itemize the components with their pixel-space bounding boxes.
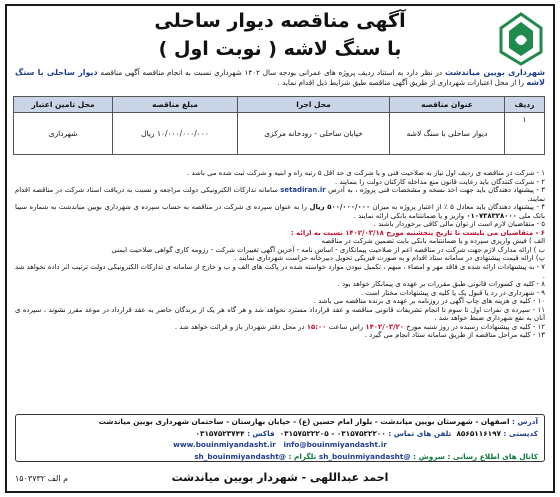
notice-header [7, 8, 553, 68]
opening-date: ۱۴۰۲/۰۳/۲۰ [365, 322, 405, 331]
col-row-number: ردیف [505, 97, 545, 113]
cell-amount: ۱۰/۰۰۰/۰۰۰/۰۰۰ ریال [113, 113, 238, 155]
intro-paragraph: شهرداری بویین میاندشت در نظر دارد به استناد ردیف پروژه های عمرانی بودجه سال ۱۴۰۲ شهرداری نسبت به انجام مناقصه آگهی مناقصه دیوار ساحلی با سنگ لاشه را از محل اعتبارات شهرداری از طریق آگهی مناقصه طبق شرایط ذیل اقدام نماید . [15, 68, 546, 87]
clause-6a: الف ) فیش واریزی سپرده و یا ضمانتنامه بانکی بابت تضمین شرکت در مناقصه [321, 237, 545, 246]
clause-1: ۱ - شرکت در مناقصه ی ردیف اول نیاز به صلاحیت فنی و یا شرکت ی حد اقل ۵ رتبه راه و ابنیه و شرکت ثبت شده می باشد . [187, 169, 545, 177]
address-line: آدرس : اصفهان - شهرستان بویین میاندشت - بلوار امام حسین (ع) - خیابان بهارستان - ساختمان شهرداری بویین میاندشت [98, 417, 538, 426]
telegram-link[interactable]: @sh_bouinmiyandasht [194, 451, 286, 461]
bank-account: ۰۱۰۷۳۸۳۲۸۰۰۰ [466, 211, 517, 220]
clause-8: ۸ - کلیه ی کسورات قانونی طبق مقررات بر عهده ی پیمانکار خواهد بود . [337, 280, 545, 289]
footer [15, 468, 545, 490]
notice-frame [5, 4, 555, 493]
col-location: محل اجرا [238, 97, 390, 113]
cell-funding-source: شهرداری [14, 113, 113, 155]
clause-5: ۵ - متقاضیان لازم است از توان مالی کافی برخوردار باشند . [373, 220, 545, 229]
contact-box [15, 414, 545, 462]
table-row [14, 113, 545, 155]
cell-location: خیابان ساحلی - رودخانه مرکزی [238, 113, 390, 155]
table-header-row [14, 97, 545, 113]
clause-13: ۱۳ - کلیه مراحل مناقصه از طریق سامانه ستاد انجام می گیرد . [364, 331, 545, 340]
clause-6c: پ) ارائه قیمت پیشنهادی در سامانه ستاد اقدام و به صورت فیزیکی تحویل دبیرخانه حراست شهرداری نمایند . [234, 254, 545, 263]
web-line [22, 439, 538, 451]
email-link[interactable]: info@bouinmiyandasht.ir [283, 440, 387, 449]
phones-line: کدپستی : ۸۵۶۵۱۱۶۱۹۷ تلفن های تماس : ۰۳۱۵۷۵۲۲۲۰۰ - ۰۳۱۵۷۵۲۲۲۰۵ فاکس : ۰۳۱۵۷۵۲۳۷۴۴ [195, 428, 538, 438]
clause-2: ۲ - شرکت کنندگان باید رعایت قانون منع مداخله کارکنان دولت را بنمایند . [335, 177, 545, 186]
clause-6b: ب ) ارائه مدارک لازم جهت شرکت در مناقصه اعم از صلاحیت پیمانکاری - اساس نامه - آخرین آگهی تغییرات شرکت - رزومه کاری گواهی صلاحیت ایمنی [111, 245, 545, 254]
cell-tender-title: دیوار ساحلی با سنگ لاشه [390, 113, 505, 155]
col-funding-source: محل تامین اعتبار [14, 97, 113, 113]
clause-10: ۱۰ - کلیه ی هزینه های چاپ آگهی در روزنامه بر عهده ی برنده مناقصه می باشد . [313, 297, 545, 306]
col-amount: مبلغ مناقصه [113, 97, 238, 113]
notice-subtitle: با سنگ لاشه ( نوبت اول ) [158, 38, 402, 60]
clause-9: ۹ - شهرداری در رد یا قبول یک یا کلیه ی پیشنهادات مختار است . [360, 288, 545, 297]
clause-3: ۳ - پیشنهاد دهندگان باید جهت اخذ نسخه و مشخصات فنی پروژه ، به آدرس setadiran.ir سامانه تدارکات الکترونیکی دولت مراجعه و نسبت به دریافت اسناد شرکت در مناقصه اقدام نمایند. [15, 186, 545, 203]
notice-title: آگهی مناقصه دیوار ساحلی [154, 10, 406, 32]
channels-line: کانال های اطلاع رسانی : سروش : @sh_bouinmiyandasht تلگرام : @sh_bouinmiyandasht [194, 451, 538, 461]
address-text: اصفهان - شهرستان بویین میاندشت - بلوار امام حسین (ع) - خیابان بهارستان - ساختمان شهرداری بویین میاندشت [98, 417, 510, 426]
cell-row-number: ۱ [505, 113, 545, 155]
website-link[interactable]: www.bouinmiyandasht.ir [173, 440, 276, 449]
signature: احمد عبداللهی - شهردار بویین میاندشت [171, 471, 389, 484]
ad-code: م الف ۱۵۰۳۷۳۲ [15, 474, 69, 483]
col-tender-title: عنوان مناقصه [390, 97, 505, 113]
clause-7: ۷ - به پیشنهادات ارائه شده ی فاقد مهر و امضاء ، مبهم ، تکمیل نبودن موارد خواسته شده در پاکت های الف و ب و خارج از سامانه ی تدارکات الکترونیکی دولت ترتیب اثر داده نخواهد شد . [15, 263, 545, 280]
soroush-link[interactable]: @sh_bouinmiyandasht [318, 451, 411, 461]
clause-11: ۱۱ - سپرده ی نفرات اول تا سوم تا انجام تشریفات قانونی مناقصه و عقد قرارداد مسترد نخواهد شد و هر گاه هر یک از برندگان حاضر به عقد قرارداد در موعد مقرر نشوند ، سپرده ی آنان به نفع شهرداری ضبط خواهد شد . [15, 305, 545, 323]
organization-name: شهرداری بویین میاندشت [444, 68, 546, 77]
opening-time: ۱۵:۰۰ [306, 322, 327, 331]
conditions-list [15, 169, 545, 340]
project-name: دیوار ساحلی با سنگ لاشه [15, 68, 545, 87]
clause-4: ۴ - پیشنهاد دهندگان باید معادل ۵ ٪ از اعتبار پروژه به میزان ۵۰۰/۰۰۰/۰۰۰ ریال را به عنوان سپرده ی شرکت در مناقصه به حساب سپرده ی شهرداری بویین میاندشت به شماره سیبا بانک ملی ۰۱۰۷۳۸۳۲۸۰۰۰ واریز و یا ضمانتنامه بانکی ارائه نمایند . [15, 203, 545, 220]
tender-table [13, 96, 545, 155]
clause-6: ۶ - متقاضیان می بایست تا تاریخ پنجشنبه مورخ ۱۴۰۲/۰۳/۱۸ نسبت به ارائه : [290, 228, 545, 237]
clause-12: ۱۲ - کلیه ی پیشنهادات رسیده در روز شنبه مورخ ۱۴۰۲/۰۳/۲۰ راس ساعت ۱۵:۰۰ در محل دفتر شهردار باز و قرائت خواهد شد . [174, 322, 545, 331]
setad-link[interactable]: setadiran.ir [280, 186, 326, 195]
deposit-amount: ۵۰۰/۰۰۰/۰۰۰ ریال [309, 203, 371, 212]
